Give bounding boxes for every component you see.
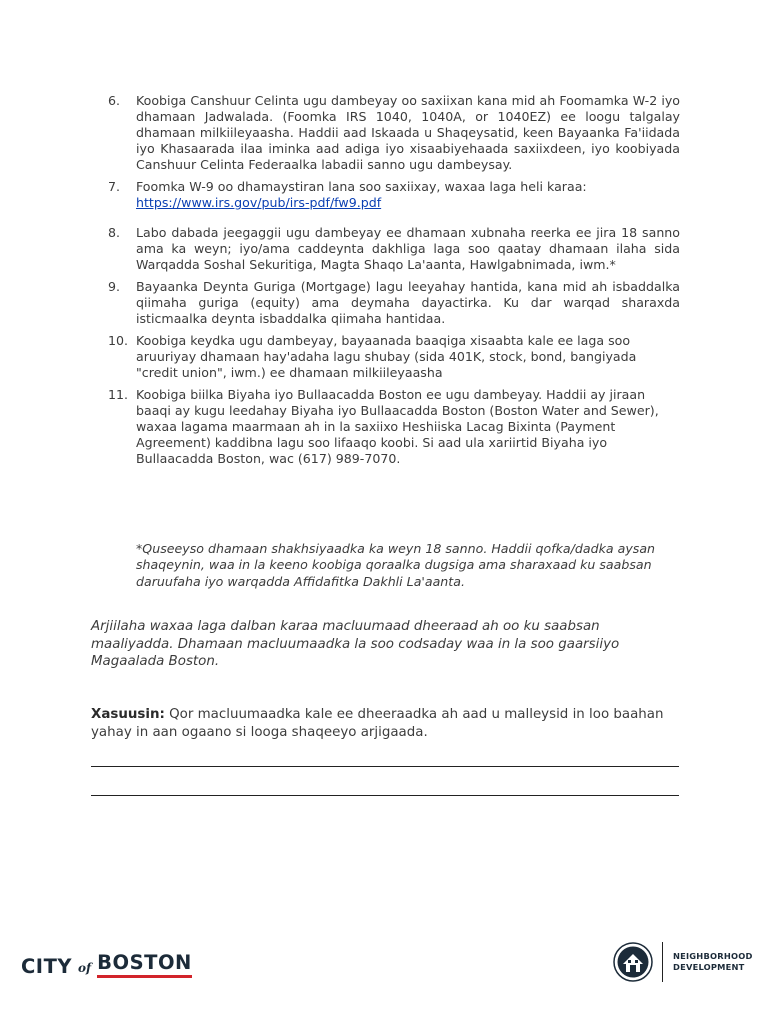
list-item	[108, 279, 680, 327]
list-item	[108, 93, 680, 173]
list-item	[108, 225, 680, 273]
list-item-text: Koobiga keydka ugu dambeyay, bayaanada baaqiga xisaabta kale ee laga soo aruuriyay dhamaan hay'adaha lagu shubay (sida 401K, stock, bond, bangiyada "credit union", iwm.) ee dhamaan milkiileyaasha	[136, 333, 637, 380]
list-item-text: Koobiga biilka Biyaha iyo Bullaacadda Boston ee ugu dambeyay. Haddii ay jiraan baaqi ay kugu leedahay Biyaha iyo Bullaacadda Boston (Boston Water and Sewer), waxaa lagama maarmaan ah in la saxiixo Heshiiska Lacag Bixinta (Payment Agreement) kaddibna lagu soo lifaaqo koobi. Si aad ula xariirtid Biyaha iyo Bullaacadda Boston, wac (617) 989-7070.	[136, 387, 659, 466]
logo-divider	[662, 942, 663, 982]
department-name	[673, 951, 753, 973]
department-name-line1: NEIGHBORHOOD	[673, 951, 753, 961]
list-item-text: Bayaanka Deynta Guriga (Mortgage) lagu leeyahay hantida, kana mid ah isbaddalka qiimaha guriga (equity) ama deymaha dayactirka. Ku dar warqad sharaxda isticmaalka deynta isbaddalka qiimaha hantidaa.	[136, 279, 680, 326]
writing-line[interactable]	[91, 766, 679, 767]
notice-paragraph: Arjiilaha waxaa laga dalban karaa macluumaad dheeraad ah oo ku saabsan maaliyadda. Dhamaan macluumaadka la soo codsaday waa in la soo gaarsiiyo Magaalada Boston.	[91, 619, 620, 670]
reminder-paragraph	[91, 706, 679, 741]
list-item	[108, 387, 680, 467]
list-item	[108, 333, 680, 381]
neighborhood-development-logo	[613, 942, 753, 982]
logo-of-text: of	[78, 961, 92, 975]
list-item-number: 7.	[108, 179, 121, 194]
list-item-text	[136, 179, 680, 211]
required-documents-list	[108, 93, 680, 467]
logo-boston-text: BOSTON	[97, 952, 192, 978]
writing-line[interactable]	[91, 795, 679, 796]
list-item-text: Koobiga Canshuur Celinta ugu dambeyay oo saxiixan kana mid ah Foomamka W-2 iyo dhamaan Jadwalada. (Foomka IRS 1040, 1040A, or 1040EZ) ee loogu talgalay dhamaan milkiileyaasha. Haddii aad Iskaada u Shaqeysatid, keen Bayaanka Fa'iidada iyo Khasaarada ilaa iminka aad adiga iyo xisaabiyehaada saxiixdeen, iyo koobiyada Canshuur Celinta Federaalka labadii sanno ugu dambeysay.	[136, 93, 680, 172]
list-item-text: Labo dabada jeegaggii ugu dambeyay ee dhamaan xubnaha reerka ee jira 18 sanno ama ka weyn; iyo/ama caddeynta dakhliga laga soo qaatay dhamaan ilaha sida Warqadda Soshal Sekuritiga, Magta Shaqo La'aanta, Hawlgabnimada, iwm.*	[136, 225, 680, 272]
list-item-number: 8.	[108, 225, 121, 240]
logo-city-text: CITY	[21, 955, 72, 978]
list-item-number: 11.	[108, 387, 129, 402]
list-item-number: 10.	[108, 333, 129, 348]
w9-form-link[interactable]: https://www.irs.gov/pub/irs-pdf/fw9.pdf	[136, 195, 382, 210]
w9-instruction-text: Foomka W-9 oo dhamaystiran lana soo saxiixay, waxaa laga heli karaa:	[136, 179, 587, 194]
list-item	[108, 179, 680, 211]
list-item-number: 9.	[108, 279, 121, 294]
list-item-number: 6.	[108, 93, 121, 108]
department-name-line2: DEVELOPMENT	[673, 962, 745, 972]
city-seal-icon	[613, 942, 653, 982]
reminder-text: Qor macluumaadka kale ee dheeraadka ah aad u malleysid in loo baahan yahay in aan ogaano si looga shaqeeyo arjigaada.	[91, 707, 664, 740]
reminder-label: Xasuusin:	[91, 707, 165, 722]
footnote: *Quseeyso dhamaan shakhsiyaadka ka weyn 18 sanno. Haddii qofka/dadka aysan shaqeynin, waa in la keeno koobiga qoraalka dugsiga ama sharaxaad ku saabsan daruufaha iyo warqadda Affidafitka Dakhli La'aanta.	[136, 541, 656, 589]
city-of-boston-logo	[21, 948, 192, 978]
